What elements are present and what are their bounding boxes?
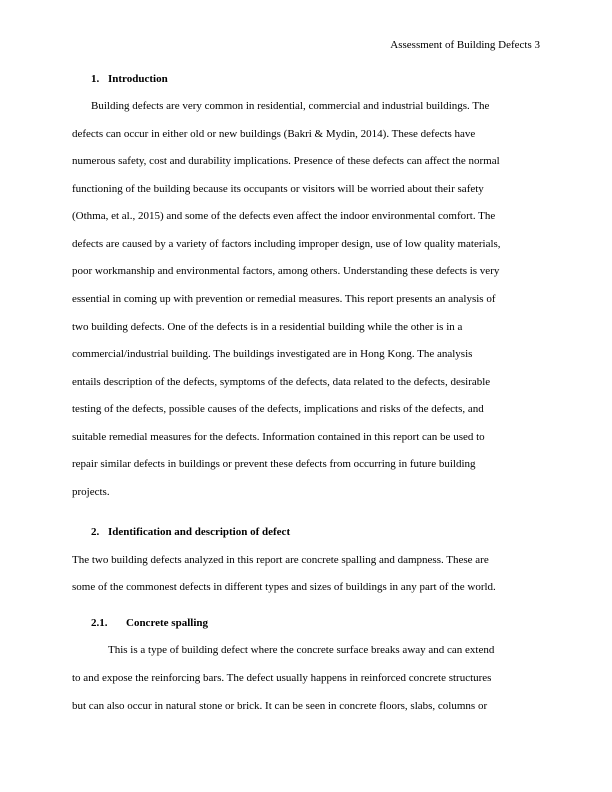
paragraph-line: defects are caused by a variety of factors including improper design, use of low quality materials, xyxy=(72,238,501,250)
paragraph-line: suitable remedial measures for the defects. Information contained in this report can be used to xyxy=(72,431,485,443)
paragraph-line: entails description of the defects, symptoms of the defects, data related to the defects, desirable xyxy=(72,376,491,388)
paragraph-line: numerous safety, cost and durability implications. Presence of these defects can affect the normal xyxy=(72,155,500,167)
paragraph-line: defects can occur in either old or new buildings (Bakri & Mydin, 2014). These defects have xyxy=(72,128,476,140)
section-2-number: 2. xyxy=(91,526,100,538)
section-2-1-number: 2.1. xyxy=(91,617,108,629)
section-2-1-title: Concrete spalling xyxy=(126,617,208,629)
paragraph-line: to and expose the reinforcing bars. The defect usually happens in reinforced concrete structures xyxy=(72,672,492,684)
paragraph-line: essential in coming up with prevention or remedial measures. This report presents an analysis of xyxy=(72,293,496,305)
paragraph-line: but can also occur in natural stone or brick. It can be seen in concrete floors, slabs, columns or xyxy=(72,700,488,712)
paragraph-line: testing of the defects, possible causes of the defects, implications and risks of the defects, and xyxy=(72,403,484,415)
paragraph-line: Building defects are very common in residential, commercial and industrial buildings. The xyxy=(91,100,490,112)
paragraph-line: functioning of the building because its occupants or visitors will be worried about their safety xyxy=(72,183,484,195)
paragraph-line: commercial/industrial building. The buildings investigated are in Hong Kong. The analysis xyxy=(72,348,473,360)
paragraph-line: poor workmanship and environmental factors, among others. Understanding these defects is very xyxy=(72,265,500,277)
paragraph-line: repair similar defects in buildings or prevent these defects from occurring in future building xyxy=(72,458,476,470)
section-2-title: Identification and description of defect xyxy=(108,526,291,538)
running-head: Assessment of Building Defects 3 xyxy=(390,39,540,51)
section-1-number: 1. xyxy=(91,73,100,85)
section-1-title: Introduction xyxy=(108,73,168,85)
section-2-1-heading xyxy=(91,616,208,630)
section-2-heading xyxy=(91,525,290,539)
paragraph-line: This is a type of building defect where the concrete surface breaks away and can extend xyxy=(108,644,495,656)
paragraph-line: The two building defects analyzed in this report are concrete spalling and dampness. These are xyxy=(72,554,489,566)
paragraph-line: (Othma, et al., 2015) and some of the defects even affect the indoor environmental comfort. The xyxy=(72,210,496,222)
paragraph-line: projects. xyxy=(72,486,110,498)
paragraph-line: some of the commonest defects in different types and sizes of buildings in any part of the world. xyxy=(72,581,496,593)
section-1-heading xyxy=(91,72,168,86)
paragraph-line: two building defects. One of the defects is in a residential building while the other is in a xyxy=(72,321,463,333)
